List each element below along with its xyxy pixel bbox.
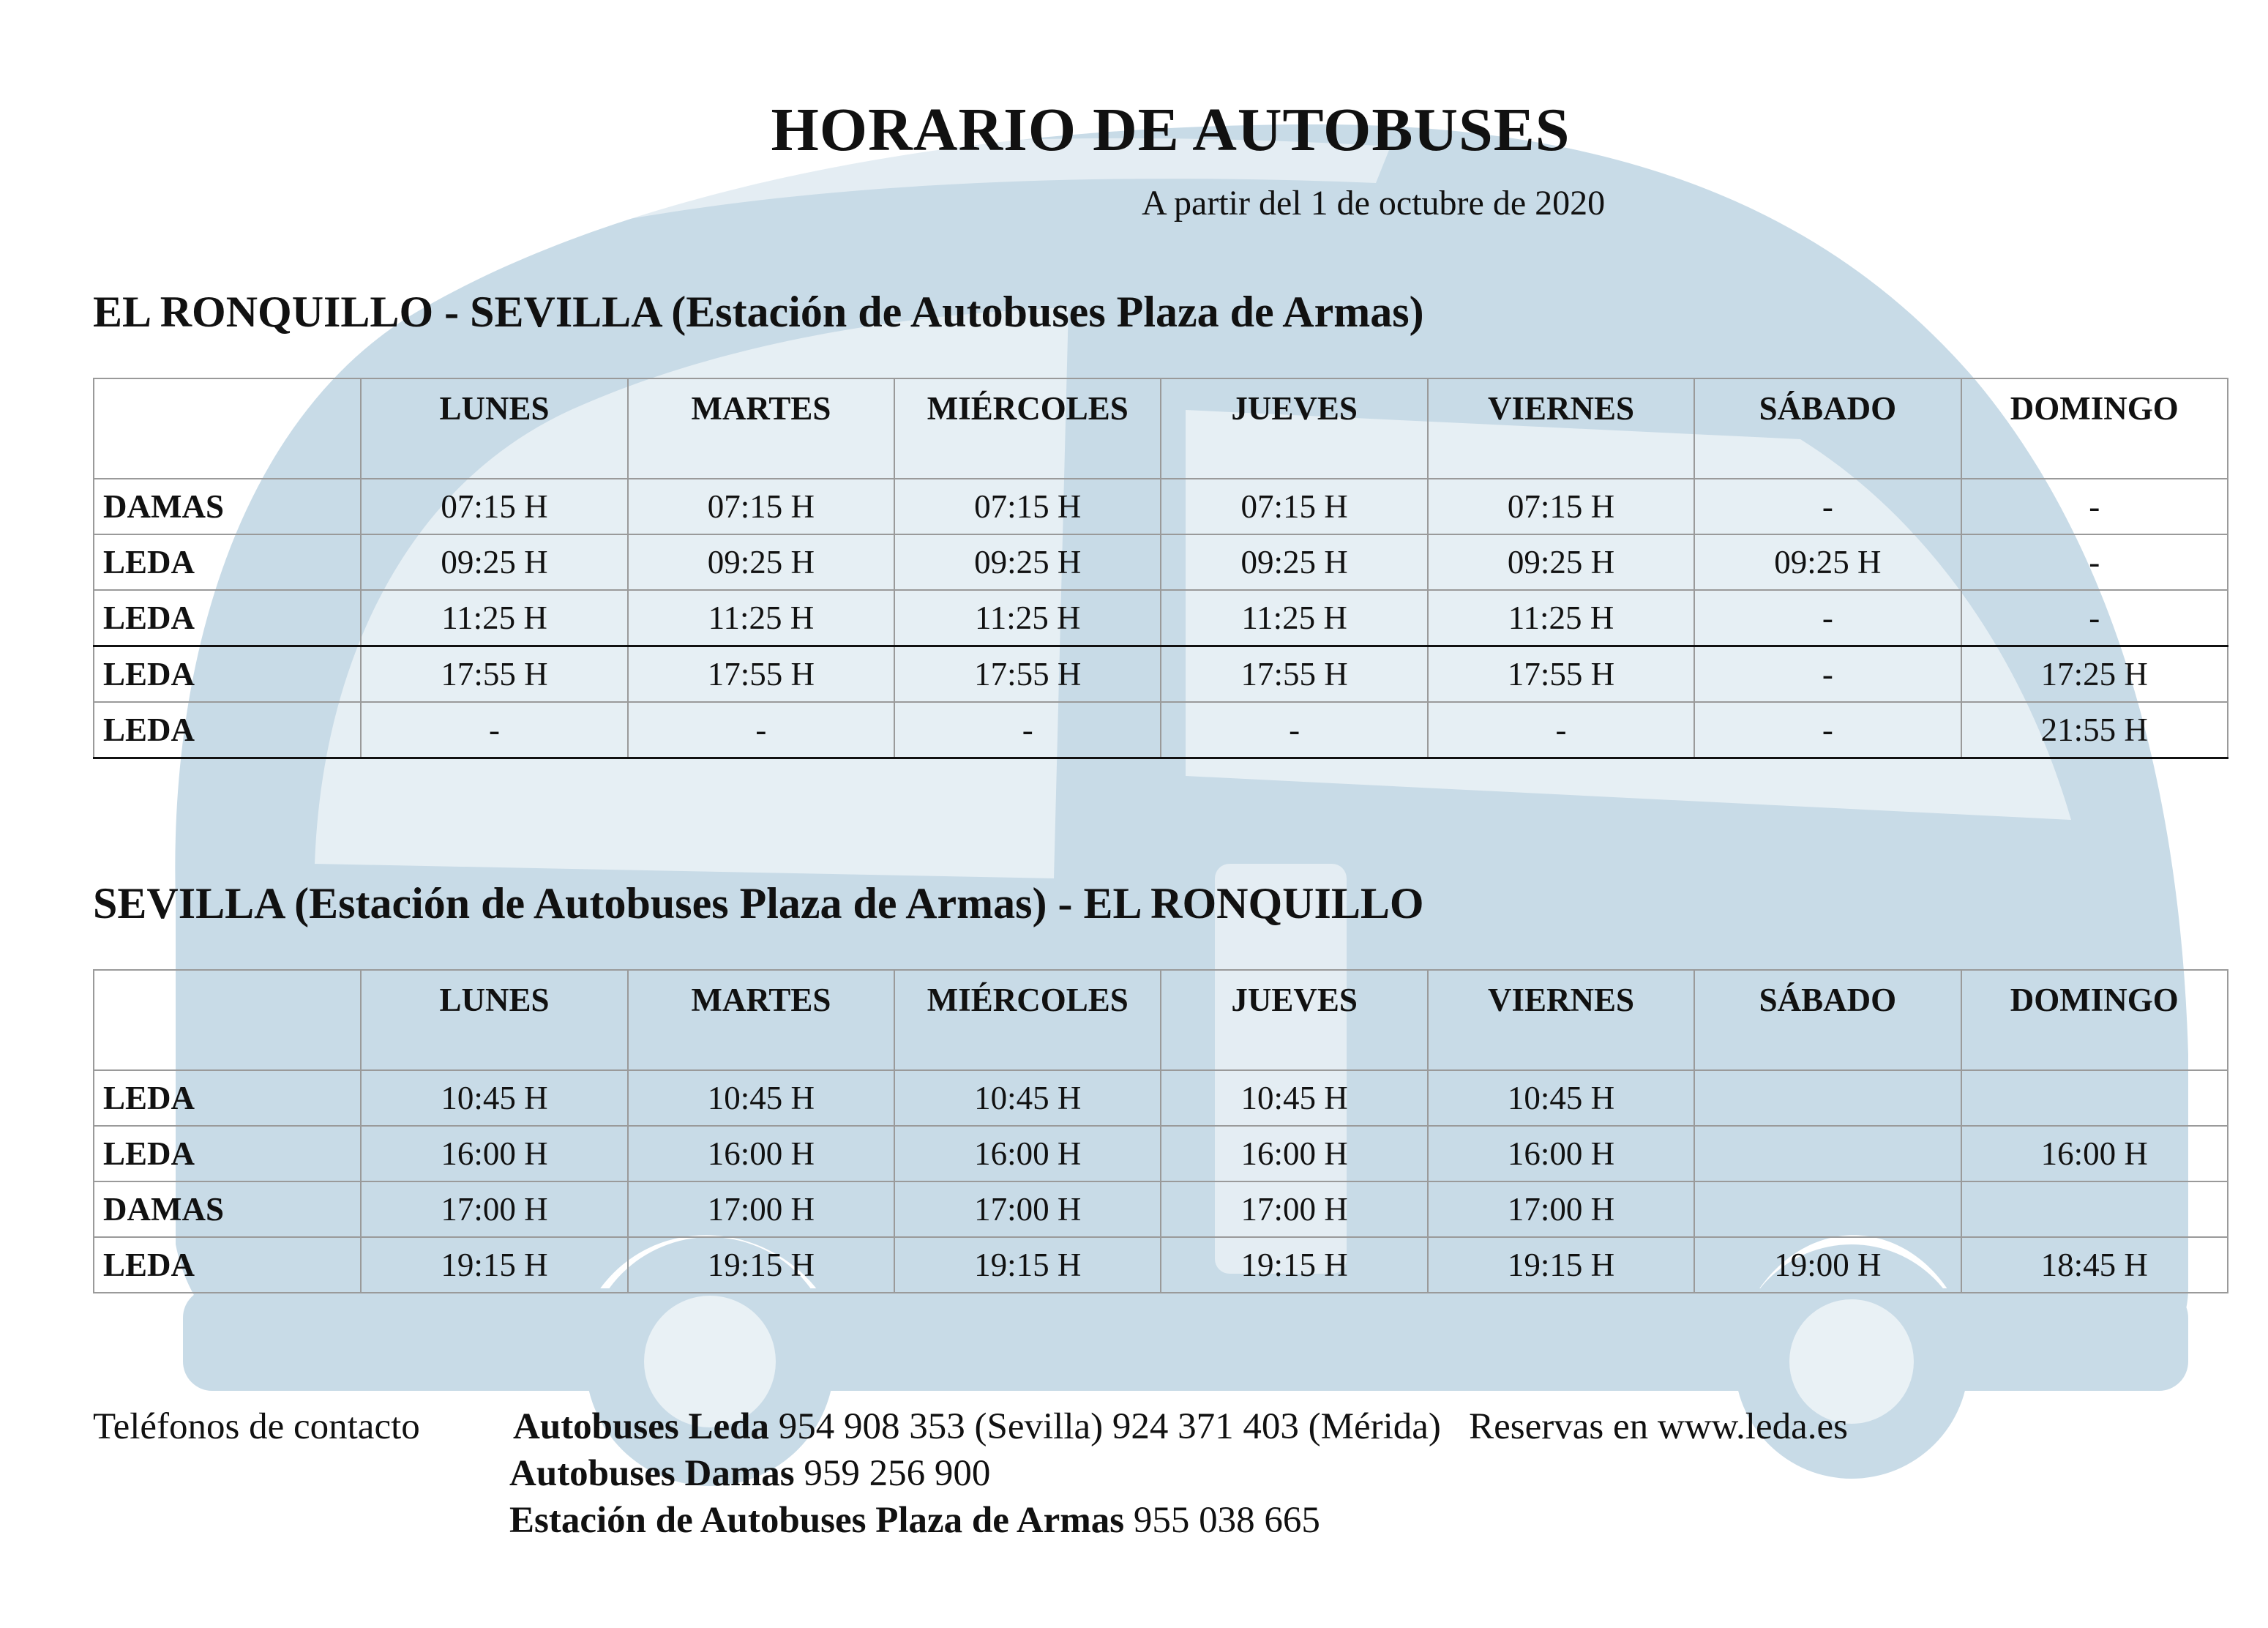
time-cell: 19:15 H xyxy=(1161,1237,1427,1293)
time-cell: - xyxy=(1694,590,1961,646)
time-cell: 10:45 H xyxy=(894,1070,1161,1126)
time-cell xyxy=(1694,1181,1961,1237)
time-cell: - xyxy=(1961,590,2228,646)
time-cell: 21:55 H xyxy=(1961,702,2228,758)
time-cell: 09:25 H xyxy=(1694,534,1961,590)
table-row xyxy=(94,534,2228,590)
time-cell xyxy=(1961,1181,2228,1237)
company-cell: LEDA xyxy=(94,1237,361,1293)
time-cell: - xyxy=(1961,479,2228,534)
table-row xyxy=(94,1181,2228,1237)
table-row xyxy=(94,479,2228,534)
company-cell: LEDA xyxy=(94,590,361,646)
table-header-row xyxy=(94,970,2228,1070)
time-cell: 07:15 H xyxy=(1428,479,1694,534)
time-cell: - xyxy=(894,702,1161,758)
time-cell: 11:25 H xyxy=(1428,590,1694,646)
time-cell: 17:55 H xyxy=(1428,646,1694,703)
time-cell: 11:25 H xyxy=(628,590,894,646)
day-header: MIÉRCOLES xyxy=(894,970,1161,1070)
time-cell: 16:00 H xyxy=(1961,1126,2228,1181)
time-cell: 16:00 H xyxy=(1161,1126,1427,1181)
contact-leda-line xyxy=(513,1408,1848,1446)
table-row xyxy=(94,1126,2228,1181)
company-cell: LEDA xyxy=(94,1070,361,1126)
company-cell: LEDA xyxy=(94,534,361,590)
time-cell: 17:00 H xyxy=(1428,1181,1694,1237)
time-cell: 17:00 H xyxy=(628,1181,894,1237)
time-cell: 10:45 H xyxy=(361,1070,627,1126)
header-corner-cell xyxy=(94,970,361,1070)
time-cell: 19:15 H xyxy=(628,1237,894,1293)
day-header: JUEVES xyxy=(1161,970,1427,1070)
table-row xyxy=(94,702,2228,758)
route-title-ronquillo-sevilla: EL RONQUILLO - SEVILLA (Estación de Autobuses Plaza de Armas) xyxy=(93,288,1424,336)
time-cell: 19:15 H xyxy=(1428,1237,1694,1293)
day-header: VIERNES xyxy=(1428,970,1694,1070)
time-cell: 07:15 H xyxy=(1161,479,1427,534)
time-cell: - xyxy=(1694,646,1961,703)
day-header: SÁBADO xyxy=(1694,970,1961,1070)
time-cell: 10:45 H xyxy=(1161,1070,1427,1126)
time-cell: - xyxy=(1694,479,1961,534)
page-title: HORARIO DE AUTOBUSES xyxy=(771,96,1571,164)
time-cell: 17:55 H xyxy=(361,646,627,703)
schedule-table-ronquillo-sevilla xyxy=(93,378,2228,759)
day-header: MARTES xyxy=(628,970,894,1070)
time-cell: 17:55 H xyxy=(1161,646,1427,703)
leda-phones: 954 908 353 (Sevilla) 924 371 403 (Mérida) xyxy=(778,1406,1441,1447)
company-cell: LEDA xyxy=(94,1126,361,1181)
day-header: MIÉRCOLES xyxy=(894,378,1161,479)
contact-station-line xyxy=(509,1502,1320,1539)
day-header: VIERNES xyxy=(1428,378,1694,479)
station-name: Estación de Autobuses Plaza de Armas xyxy=(509,1500,1125,1541)
time-cell: 09:25 H xyxy=(361,534,627,590)
damas-company-name: Autobuses Damas xyxy=(509,1453,795,1494)
time-cell: 09:25 H xyxy=(628,534,894,590)
time-cell: 17:00 H xyxy=(1161,1181,1427,1237)
time-cell: 17:00 H xyxy=(361,1181,627,1237)
day-header: LUNES xyxy=(361,378,627,479)
header-corner-cell xyxy=(94,378,361,479)
table-header-row xyxy=(94,378,2228,479)
time-cell: - xyxy=(1961,534,2228,590)
time-cell: 17:25 H xyxy=(1961,646,2228,703)
day-header: DOMINGO xyxy=(1961,970,2228,1070)
table-row xyxy=(94,1237,2228,1293)
table-row xyxy=(94,646,2228,703)
time-cell: 09:25 H xyxy=(1161,534,1427,590)
company-cell: DAMAS xyxy=(94,1181,361,1237)
time-cell: 16:00 H xyxy=(1428,1126,1694,1181)
station-phone: 955 038 665 xyxy=(1133,1500,1320,1541)
company-cell: DAMAS xyxy=(94,479,361,534)
table-row xyxy=(94,590,2228,646)
time-cell: 09:25 H xyxy=(894,534,1161,590)
company-cell: LEDA xyxy=(94,702,361,758)
company-cell: LEDA xyxy=(94,646,361,703)
contacts-label: Teléfonos de contacto xyxy=(93,1406,420,1447)
route-title-sevilla-ronquillo: SEVILLA (Estación de Autobuses Plaza de Armas) - EL RONQUILLO xyxy=(93,879,1424,927)
time-cell: 10:45 H xyxy=(1428,1070,1694,1126)
day-header: SÁBADO xyxy=(1694,378,1961,479)
time-cell: 11:25 H xyxy=(361,590,627,646)
time-cell: 19:15 H xyxy=(894,1237,1161,1293)
time-cell: - xyxy=(361,702,627,758)
time-cell: - xyxy=(628,702,894,758)
time-cell: 07:15 H xyxy=(894,479,1161,534)
time-cell: 16:00 H xyxy=(628,1126,894,1181)
day-header: LUNES xyxy=(361,970,627,1070)
time-cell xyxy=(1694,1126,1961,1181)
day-header: MARTES xyxy=(628,378,894,479)
damas-phone: 959 256 900 xyxy=(804,1453,991,1494)
contact-damas-line xyxy=(509,1455,990,1493)
time-cell: 19:00 H xyxy=(1694,1237,1961,1293)
schedule-table-sevilla-ronquillo xyxy=(93,969,2228,1293)
time-cell: 10:45 H xyxy=(628,1070,894,1126)
table-row xyxy=(94,1070,2228,1126)
page-subtitle: A partir del 1 de octubre de 2020 xyxy=(1142,184,1606,223)
time-cell xyxy=(1961,1070,2228,1126)
time-cell: 16:00 H xyxy=(894,1126,1161,1181)
time-cell: 17:00 H xyxy=(894,1181,1161,1237)
time-cell: - xyxy=(1161,702,1427,758)
time-cell: 07:15 H xyxy=(361,479,627,534)
leda-company-name: Autobuses Leda xyxy=(513,1406,770,1447)
time-cell: 11:25 H xyxy=(1161,590,1427,646)
day-header: JUEVES xyxy=(1161,378,1427,479)
time-cell: - xyxy=(1694,702,1961,758)
day-header: DOMINGO xyxy=(1961,378,2228,479)
time-cell: 07:15 H xyxy=(628,479,894,534)
time-cell: 17:55 H xyxy=(894,646,1161,703)
time-cell: - xyxy=(1428,702,1694,758)
time-cell xyxy=(1694,1070,1961,1126)
time-cell: 11:25 H xyxy=(894,590,1161,646)
time-cell: 18:45 H xyxy=(1961,1237,2228,1293)
time-cell: 19:15 H xyxy=(361,1237,627,1293)
time-cell: 17:55 H xyxy=(628,646,894,703)
time-cell: 09:25 H xyxy=(1428,534,1694,590)
reservations-link[interactable]: Reservas en www.leda.es xyxy=(1469,1406,1848,1447)
time-cell: 16:00 H xyxy=(361,1126,627,1181)
